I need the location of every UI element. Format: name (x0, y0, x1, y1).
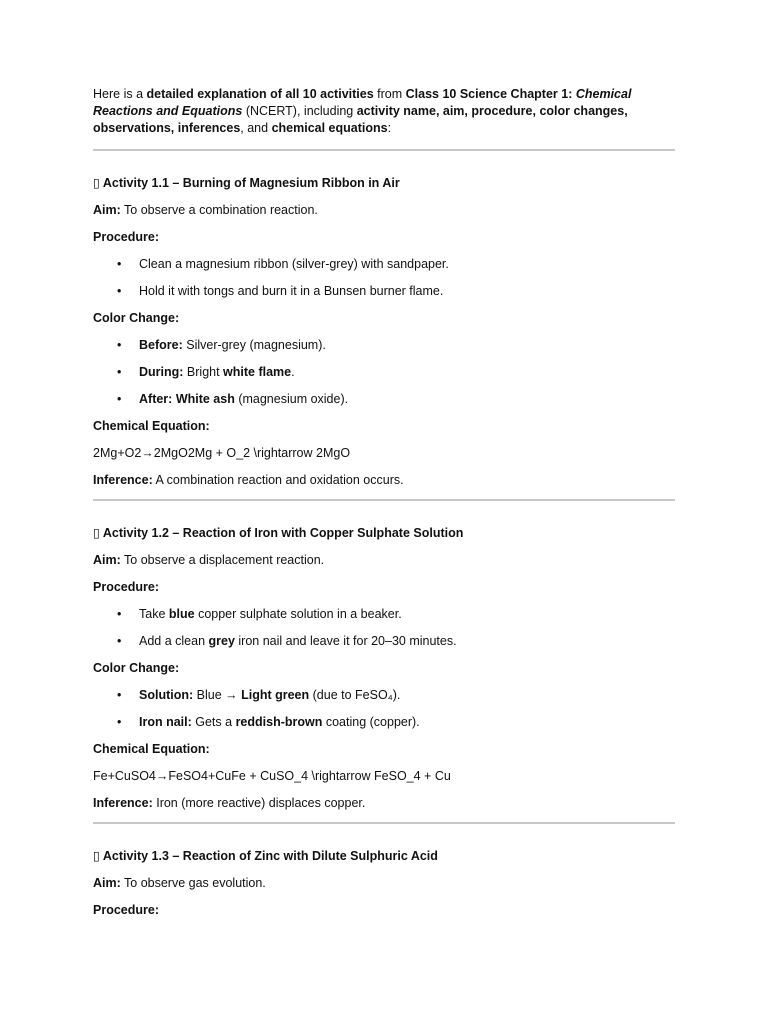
list-item: • Take blue copper sulphate solution in a beaker. (139, 606, 675, 623)
procedure-label: Procedure: (93, 230, 159, 244)
placeholder-box-icon: ▯ (93, 526, 100, 540)
activity-heading: ▯ Activity 1.1 – Burning of Magnesium Ribbon in Air (93, 176, 400, 190)
procedure-label: Procedure: (93, 580, 159, 594)
aim-line: Aim: To observe gas evolution. (93, 876, 266, 890)
list-item: • Add a clean grey iron nail and leave it for 20–30 minutes. (139, 633, 675, 650)
list-item: • Iron nail: Gets a reddish-brown coating (copper). (139, 714, 675, 731)
list-item: • Solution: Blue → Light green (due to FeSO₄). (139, 687, 675, 704)
inference-line: Inference: Iron (more reactive) displaces copper. (93, 796, 366, 810)
equation-label: Chemical Equation: (93, 742, 210, 756)
list-item: • Clean a magnesium ribbon (silver-grey) with sandpaper. (139, 256, 675, 273)
section-divider (93, 822, 675, 824)
activity-heading: ▯ Activity 1.2 – Reaction of Iron with Copper Sulphate Solution (93, 526, 464, 540)
section-divider (93, 149, 675, 151)
color-change-label: Color Change: (93, 661, 180, 675)
inference-line: Inference: A combination reaction and oxidation occurs. (93, 473, 404, 487)
list-item: • During: Bright white flame. (139, 364, 675, 381)
aim-line: Aim: To observe a combination reaction. (93, 203, 318, 217)
color-change-list (93, 337, 675, 408)
activity-heading: ▯ Activity 1.3 – Reaction of Zinc with Dilute Sulphuric Acid (93, 849, 438, 863)
procedure-label: Procedure: (93, 903, 159, 917)
equation-label: Chemical Equation: (93, 419, 210, 433)
list-item: • After: White ash (magnesium oxide). (139, 391, 675, 408)
section-divider (93, 499, 675, 501)
list-item: • Hold it with tongs and burn it in a Bunsen burner flame. (139, 283, 675, 300)
document-content (93, 86, 675, 929)
procedure-list (93, 256, 675, 300)
placeholder-box-icon: ▯ (93, 849, 100, 863)
placeholder-box-icon: ▯ (93, 176, 100, 190)
list-item: • Before: Silver-grey (magnesium). (139, 337, 675, 354)
color-change-label: Color Change: (93, 311, 180, 325)
intro-paragraph: Here is a detailed explanation of all 10 activities from Class 10 Science Chapter 1: Chemical Reactions and Equations (NCERT), including activity name, aim, procedure, color changes, observations, inferences, and chemical equations: (93, 87, 632, 135)
chemical-equation: 2Mg+O2→2MgO2Mg + O_2 \rightarrow 2MgO (93, 446, 351, 460)
chemical-equation: Fe+CuSO4→FeSO4+CuFe + CuSO_4 \rightarrow FeSO_4 + Cu (93, 769, 451, 783)
color-change-list (93, 687, 675, 731)
aim-line: Aim: To observe a displacement reaction. (93, 553, 325, 567)
procedure-list (93, 606, 675, 650)
